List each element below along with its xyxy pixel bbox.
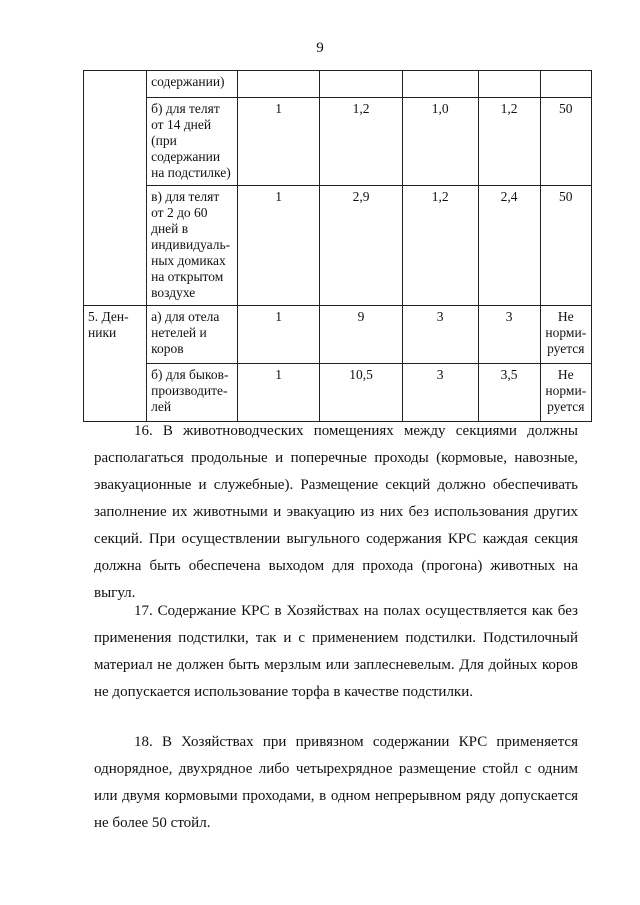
table-cell-value: [320, 71, 402, 98]
table-cell-category: 5. Ден-ники: [84, 306, 147, 422]
paragraph-18: 18. В Хозяйствах при привязном содержании КРС применяется однорядное, двухрядное либо четырехрядное размещение стойл с одним или двумя кормовыми проходами, в одном непрерывном ряду допускается не более 50 стойл.: [94, 734, 578, 831]
table-row: [84, 186, 592, 306]
table-cell-subcategory: а) для отела нетелей и коров: [147, 306, 238, 364]
table-cell-category: [84, 71, 147, 306]
table-cell-subcategory: б) для быков-производите-лей: [147, 364, 238, 422]
table-cell-value: 10,5: [320, 364, 402, 422]
table-row: [84, 71, 592, 98]
table-cell-value: 1,2: [320, 98, 402, 186]
table-cell-value: 1: [237, 186, 319, 306]
table-cell-value: 1: [237, 98, 319, 186]
table-cell-subcategory: б) для телят от 14 дней (при содержании на подстилке): [147, 98, 238, 186]
table-cell-value: [402, 71, 478, 98]
norms-table: [83, 70, 592, 422]
table-cell-value: 50: [540, 186, 591, 306]
table-cell-value: [478, 71, 540, 98]
table-cell-value: [540, 71, 591, 98]
table-cell-value: 9: [320, 306, 402, 364]
table-cell-value: Не норми-руется: [540, 364, 591, 422]
table-cell-value: [237, 71, 319, 98]
table-cell-value: 3: [478, 306, 540, 364]
table-cell-value: 50: [540, 98, 591, 186]
paragraph-16: 16. В животноводческих помещениях между секциями должны располагаться продольные и поперечные проходы (кормовые, навозные, эвакуационные и служебные). Размещение секций должно обеспечивать заполнение их животными и эвакуацию из них без использования других секций. При осуществлении выгульного содержания КРС каждая секция должна быть обеспечена выходом для прохода (прогона) животных на выгул.: [94, 423, 578, 601]
table-cell-value: 3: [402, 364, 478, 422]
table-row: [84, 98, 592, 186]
table-cell-subcategory: в) для телят от 2 до 60 дней в индивидуаль-ных домиках на открытом воздухе: [147, 186, 238, 306]
table-cell-value: 1,2: [478, 98, 540, 186]
table-cell-value: 1: [237, 364, 319, 422]
table-row: [84, 306, 592, 364]
table-cell-value: 3: [402, 306, 478, 364]
table-cell-value: 3,5: [478, 364, 540, 422]
table-row: [84, 364, 592, 422]
table-cell-value: 1: [237, 306, 319, 364]
table-cell-value: 2,4: [478, 186, 540, 306]
page-number: 9: [316, 40, 324, 56]
table-cell-subcategory: содержании): [147, 71, 238, 98]
paragraph-17: 17. Содержание КРС в Хозяйствах на полах осуществляется как без применения подстилки, так и с применением подстилки. Подстилочный материал не должен быть мерзлым или заплесневелым. Для дойных коров не допускается использование торфа в качестве подстилки.: [94, 603, 578, 700]
table-cell-value: Не норми-руется: [540, 306, 591, 364]
table-cell-value: 2,9: [320, 186, 402, 306]
table-cell-value: 1,0: [402, 98, 478, 186]
table-cell-value: 1,2: [402, 186, 478, 306]
